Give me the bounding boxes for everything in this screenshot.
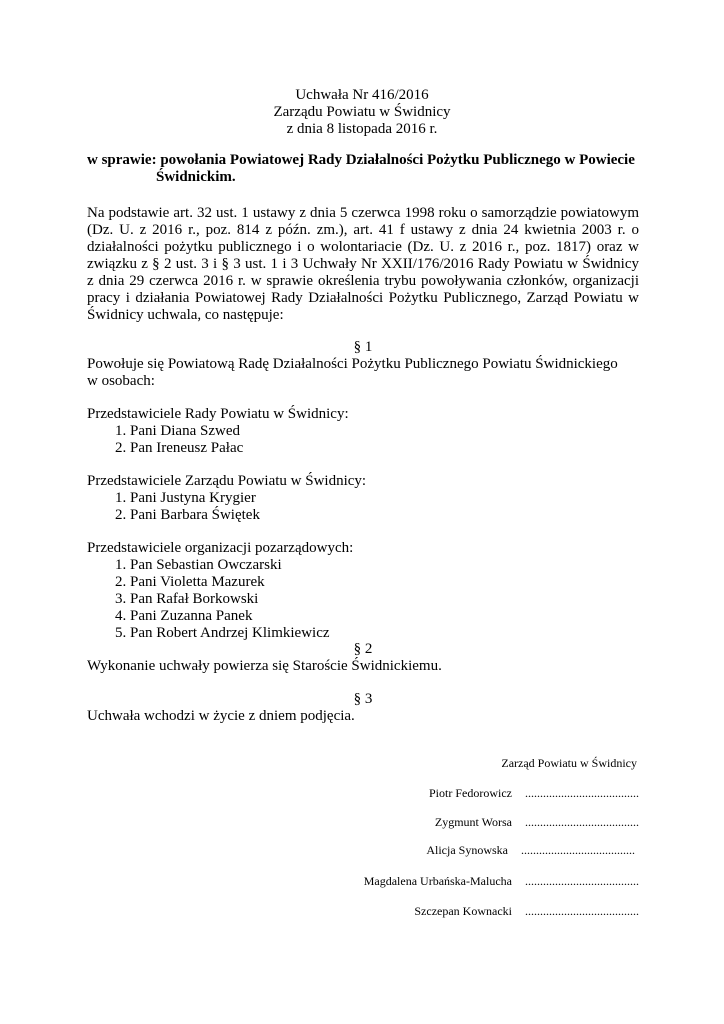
list-item: 1. Pani Justyna Krygier — [130, 490, 260, 507]
list-item: 2. Pani Barbara Świętek — [130, 507, 260, 524]
group-title-council: Przedstawiciele Rady Powiatu w Świdnicy: — [87, 406, 349, 422]
board-title: Zarząd Powiatu w Świdnicy — [501, 756, 637, 770]
resolution-number: Uchwała Nr 416/2016 — [295, 87, 429, 103]
list-item: 5. Pan Robert Andrzej Klimkiewicz — [130, 625, 330, 642]
signatory-name: Zygmunt Worsa — [434, 815, 512, 829]
signature-row — [0, 904, 724, 918]
signatory-name: Piotr Fedorowicz — [429, 786, 512, 800]
resolution-subject — [87, 152, 647, 186]
section-2-sign: § 2 — [353, 641, 373, 657]
subject-line-2: Świdnickim. — [156, 169, 236, 185]
members-council — [87, 423, 243, 457]
list-item: 1. Pani Diana Szwed — [130, 423, 243, 440]
signature-row — [0, 843, 724, 857]
group-title-ngo: Przedstawiciele organizacji pozarządowych: — [87, 540, 354, 556]
members-board — [87, 490, 260, 524]
signature-line: ...................................... — [525, 874, 639, 888]
group-title-board: Przedstawiciele Zarządu Powiatu w Świdnicy: — [87, 473, 367, 489]
section-1-text-line-1: Powołuje się Powiatową Radę Działalności Pożytku Publicznego Powiatu Świdnickiego — [87, 356, 618, 372]
signatory-name: Alicja Synowska — [426, 843, 508, 857]
signature-line: ...................................... — [525, 786, 639, 800]
legal-basis: Na podstawie art. 32 ust. 1 ustawy z dnia 5 czerwca 1998 roku o samorządzie powiatowym (Dz. U. z 2016 r., poz. 814 z późn. zm.), art. 41 f ustawy z dnia 24 kwietnia 2003 r. o działalności pożytku publicznego i o wolontariacie (Dz. U. z 2016 r., poz. 1817) oraz w związku z § 2 ust. 3 i § 3 ust. 1 i 3 Uchwały Nr XXII/176/2016 Rady Powiatu w Świdnicy z dnia 29 czerwca 2016 r. w sprawie określenia trybu powoływania członków, organizacji pracy i działania Powiatowej Rady Działalności Pożytku Publicznego, Zarząd Powiatu w Świdnicy uchwala, co następuje: — [87, 205, 639, 323]
section-1-text-line-2: w osobach: — [87, 373, 155, 389]
resolution-header — [0, 87, 724, 138]
signature-row — [0, 786, 724, 800]
section-1-text — [87, 356, 639, 390]
signature-line: ...................................... — [521, 843, 635, 857]
signature-row — [0, 874, 724, 888]
subject-line-1: w sprawie: powołania Powiatowej Rady Działalności Pożytku Publicznego w Powiecie — [87, 152, 635, 168]
issuing-body: Zarządu Powiatu w Świdnicy — [273, 104, 451, 120]
list-item: 1. Pan Sebastian Owczarski — [130, 557, 330, 574]
list-item: 2. Pan Ireneusz Pałac — [130, 440, 243, 457]
signature-row — [0, 815, 724, 829]
list-item: 4. Pani Zuzanna Panek — [130, 608, 330, 625]
signatory-name: Magdalena Urbańska-Malucha — [363, 874, 512, 888]
section-3-text: Uchwała wchodzi w życie z dniem podjęcia. — [87, 708, 355, 724]
signature-line: ...................................... — [525, 815, 639, 829]
members-ngo — [87, 557, 330, 642]
signatory-name: Szczepan Kownacki — [414, 904, 512, 918]
resolution-date: z dnia 8 listopada 2016 r. — [286, 121, 438, 137]
list-item: 2. Pani Violetta Mazurek — [130, 574, 330, 591]
signature-line: ...................................... — [525, 904, 639, 918]
section-2-text: Wykonanie uchwały powierza się Staroście Świdnickiemu. — [87, 658, 442, 674]
section-3-sign: § 3 — [353, 691, 373, 707]
list-item: 3. Pan Rafał Borkowski — [130, 591, 330, 608]
section-1-sign: § 1 — [353, 339, 373, 355]
